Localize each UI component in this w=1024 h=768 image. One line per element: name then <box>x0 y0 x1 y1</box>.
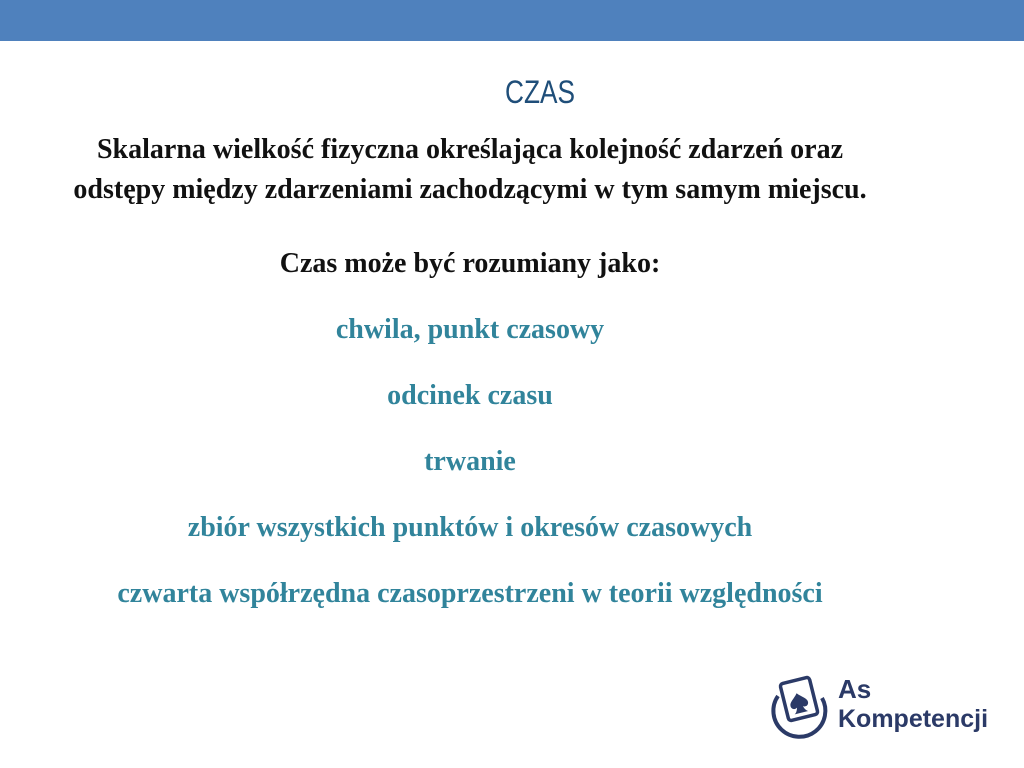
logo-line-1: As <box>838 674 872 704</box>
logo-line-2: Kompetencji <box>838 705 989 733</box>
definition-text: Skalarna wielkość fizyczna określająca kolejność zdarzeń oraz odstępy między zdarzeniami zachodzącymi w tym samym miejscu. <box>73 134 867 205</box>
intro-text: Czas może być rozumiany jako: <box>279 248 661 279</box>
card-spade-icon <box>768 672 830 742</box>
meaning-item: odcinek czasu <box>387 380 553 411</box>
meaning-item: czwarta współrzędna czasoprzestrzeni w teorii względności <box>117 578 823 609</box>
slide-title: CZAS <box>505 74 575 110</box>
top-bar <box>0 0 1024 41</box>
meaning-item: chwila, punkt czasowy <box>335 314 605 345</box>
logo-text <box>838 674 988 734</box>
slide-content <box>60 122 880 614</box>
meaning-item: zbiór wszystkich punktów i okresów czasowych <box>187 512 753 543</box>
meaning-item: trwanie <box>424 446 516 477</box>
logo <box>768 668 998 748</box>
